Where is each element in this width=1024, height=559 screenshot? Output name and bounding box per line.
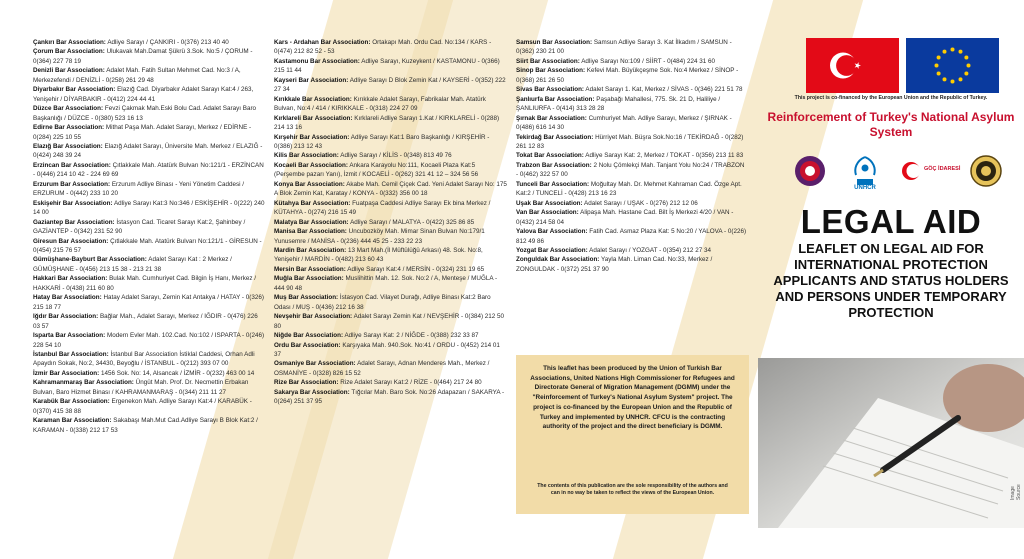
bar-name: Karaman Bar Association:: [33, 417, 112, 425]
bar-entry: [274, 133, 507, 152]
bar-address: İstasyon Cad. Vilayet Durağı, Adliye Binası Kat:2 Baro Odası / MUŞ - 0(436) 212 16 38: [274, 294, 491, 311]
bar-entry: [274, 38, 507, 57]
legal-aid-subheading: LEAFLET ON LEGAL AID FOR INTERNATIONAL PROTECTION APPLICANTS AND STATUS HOLDERS AND PERSONS UNDER TEMPORARY PROTECTION: [773, 241, 1009, 320]
bar-name: Siirt Bar Association:: [516, 57, 580, 65]
bar-address: İstasyon Cad. Ticaret Sarayı Kat:2, Şahinbey / GAZİANTEP - 0(342) 231 52 90: [33, 218, 246, 236]
bar-name: Sakarya Bar Association:: [274, 388, 350, 396]
bar-entry: [274, 274, 507, 293]
bar-name: Zonguldak Bar Association:: [516, 256, 600, 264]
bar-entry: [274, 114, 507, 133]
bar-address: Ergenekon Mah. Adliye Sarayı Kat:4 / KARABÜK - 0(370) 415 38 88: [33, 398, 252, 415]
production-notice: [516, 355, 749, 514]
bar-name: Tekirdağ Bar Association:: [516, 133, 594, 141]
bar-address: Sakabaşı Mah.Mut Cad.Adliye Sarayı B Blok Kat:2 / KARAMAN - 0(338) 212 17 53: [33, 417, 258, 434]
bar-entry: [33, 38, 265, 47]
bar-name: Elazığ Bar Association:: [33, 142, 103, 150]
bar-entry: [33, 274, 265, 293]
bar-entry: [33, 218, 265, 237]
bar-address: Adliye Sarayı Kat:1 Baro Başkanlığı / KIRŞEHİR - 0(386) 213 12 43: [274, 133, 490, 150]
bar-address: Elazığ Cad. Diyarbakır Adalet Sarayı Kat:4 / 263, Yenişehir / DİYARBAKIR - 0(412) 224 44 41: [33, 86, 254, 103]
bar-address: Bağlar Mah., Adalet Sarayı, Merkez / IĞDIR - 0(476) 226 03 57: [33, 313, 258, 330]
bar-entry: [274, 378, 507, 387]
bar-entry: [274, 246, 507, 265]
partner-logos: [758, 155, 1024, 191]
bar-address: Kefevi Mah. Büyükçeşme Sok. No:4 Merkez / SİNOP - 0(368) 261 26 50: [516, 67, 739, 84]
bar-address: Erzurum Adliye Binası - Yeni Yönetim Caddesi / ERZURUM - 0(442) 233 10 20: [33, 180, 245, 198]
bar-name: Niğde Bar Association:: [274, 332, 344, 340]
bar-entry: [33, 397, 265, 416]
flags: [806, 38, 996, 93]
court-seal-icon: [970, 155, 1002, 187]
bar-address: Adliye Sarayı / ÇANKIRI - 0(376) 213 40 40: [107, 39, 229, 46]
bar-address: Mithat Paşa Mah. Adalet Sarayı, Merkez / EDİRNE - 0(284) 225 10 55: [33, 124, 252, 141]
bar-address: Ortakapı Mah. Ordu Cad. No:134 / KARS - 0(474) 212 82 52 - 53: [274, 39, 492, 56]
bar-address: Tığcılar Mah. Baro Sok. No:26 Adapazarı / SAKARYA - 0(264) 251 37 95: [274, 388, 505, 406]
bar-name: Erzincan Bar Association:: [33, 161, 111, 169]
bar-entry: [516, 114, 748, 133]
bar-address: Paşabağı Mahallesi, 775. Sk. 21 D, Haliliye / ŞANLIURFA - 0(414) 313 28 28: [516, 95, 721, 113]
legal-aid-heading: LEGAL AID: [800, 203, 982, 240]
bar-name: Kilis Bar Association:: [274, 152, 339, 160]
bar-address: Adliye Sarayı / KİLİS - 0(348) 813 49 76: [340, 152, 452, 160]
bar-name: Kütahya Bar Association:: [274, 199, 351, 207]
unhcr-logo-icon: [846, 155, 884, 191]
bar-address: Uncubozköy Mah. Mimar Sinan Bulvarı No:179/1 Yunusemre / MANİSA - 0(236) 444 45 25 - 233 22 23: [274, 228, 485, 245]
bar-address: Modern Evler Mah. 102.Cad. No:102 / ISPARTA - 0(246) 228 54 10: [33, 332, 265, 349]
bar-address: Adliye Sarayı No:109 / SİİRT - 0(484) 224 31 60: [581, 57, 716, 65]
bar-entry: [274, 293, 507, 312]
bar-address: Hatay Adalet Sarayı, Zemin Kat Antakya / HATAY - 0(326) 215 18 77: [33, 294, 264, 311]
bar-name: Malatya Bar Association:: [274, 218, 349, 226]
bar-entry: [274, 341, 507, 360]
bar-name: Karabük Bar Association:: [33, 398, 110, 406]
bar-entry: [33, 199, 265, 218]
bar-name: Kars - Ardahan Bar Association:: [274, 39, 371, 46]
bar-address: Moğultay Mah. Dr. Mehmet Kahraman Cad. Özge Apt. Kat:2 / TUNCELİ - 0(428) 213 16 23: [516, 180, 742, 198]
bar-address: Adalet Mah. Fatih Sultan Mehmet Cad. No:3 / A, Merkezefendi / DENİZLİ - 0(258) 261 29 48: [33, 67, 241, 84]
bar-entry: [33, 369, 265, 378]
bar-entry: [516, 133, 748, 152]
bar-address: 2 Nolu Çömlekçi Mah. Tanjant Yolu No:24 / TRABZON - 0(462) 322 57 00: [516, 161, 745, 179]
bar-address: Çıtlakkale Mah. Atatürk Bulvarı No:121/1 - ERZİNCAN - 0(446) 214 10 42 - 224 69 69: [33, 161, 264, 179]
bar-address: Adliye Sarayı Kat:4 / MERSİN - 0(324) 231 19 65: [347, 265, 485, 273]
bar-entry: [274, 218, 507, 227]
bar-entry: [516, 85, 748, 94]
bar-entry: [33, 237, 265, 256]
unhcr-label: UNHCR: [854, 185, 876, 191]
bar-name: Iğdır Bar Association:: [33, 313, 99, 321]
bar-address: Yayla Mah. Liman Cad. No:33, Merkez / ZONGULDAK - 0(372) 251 37 90: [516, 256, 713, 273]
bar-entry: [516, 66, 748, 85]
bar-entry: [274, 161, 507, 180]
bar-address: Akabe Mah. Cemil Çiçek Cad. Yeni Adalet Sarayı No: 175 A Blok Zemin Kat, Karatay / KONYA - 0(332) 356 00 18: [274, 180, 507, 198]
bar-address: Alipaşa Mah. Hastane Cad. Bilt İş Merkezi 4/20 / VAN - 0(432) 214 58 04: [516, 209, 734, 226]
dgmm-label: GÖÇ İDARESİ: [924, 166, 961, 172]
bar-name: Şırnak Bar Association:: [516, 114, 587, 122]
bar-entry: [274, 57, 507, 76]
bar-address: Kırıkkale Adalet Sarayı, Fabrikalar Mah. Atatürk Bulvarı, No:4 / 414 / KIRIKKALE - 0(318) 224 27 09: [274, 95, 486, 113]
bar-entry: [33, 161, 265, 180]
bar-name: Giresun Bar Association:: [33, 237, 109, 245]
bar-entry: [516, 38, 748, 57]
bar-list-column-1: [33, 38, 265, 435]
bar-name: Mardin Bar Association:: [274, 246, 347, 254]
bar-address: Adliye Sarayı, Kuzeykent / KASTAMONU - 0(366) 215 11 44: [274, 57, 500, 75]
bar-address: Adalet Sarayı / YOZGAT - 0(354) 212 27 34: [589, 246, 711, 254]
bar-name: Van Bar Association:: [516, 209, 579, 217]
bar-name: Denizli Bar Association:: [33, 67, 105, 75]
bar-name: Manisa Bar Association:: [274, 228, 347, 236]
bar-address: Üngüt Mah. Prof. Dr. Necmettin Erbakan Bulvarı, Baro Hizmet Binası / KAHRAMANMARAŞ - 0(344) 211 11 27: [33, 379, 249, 396]
bar-name: Muğla Bar Association:: [274, 275, 344, 283]
bar-address: Fevzi Çakmak Mah.Eski Bolu Cad. Adalet Sarayı Baro Başkanlığı / DÜZCE - 0(380) 523 16 13: [33, 105, 257, 122]
bar-address: Adalet Sarayı 1. Kat, Merkez / SİVAS - 0(346) 221 51 78: [585, 86, 743, 94]
bar-address: Elazığ Adalet Sarayı, Üniversite Mah. Merkez / ELAZIĞ - 0(424) 248 39 24: [33, 142, 263, 160]
bar-address: Bulak Mah. Cumhuriyet Cad. Bilgin İş Hanı, Merkez / HAKKARİ - 0(438) 211 60 80: [33, 275, 257, 292]
bar-address: Fatih Cad. Asmaz Plaza Kat: 5 No:20 / YALOVA - 0(226) 812 49 86: [516, 228, 747, 245]
bar-address: Adliye Sarayı D Blok Zemin Kat / KAYSERİ - 0(352) 222 27 34: [274, 76, 506, 94]
bar-address: İstanbul Bar Association İstiklal Caddesi, Orhan Adli Apaydın Sokak, No:2, 34430, Beyoğlu / İSTANBUL - 0(212) 393 07 00: [33, 350, 255, 368]
bar-entry: [516, 180, 748, 199]
bar-entry: [516, 246, 748, 255]
bar-name: Muş Bar Association:: [274, 294, 339, 302]
bar-entry: [274, 265, 507, 274]
photo-credit: Image Source: [1010, 484, 1022, 500]
production-text: This leaflet has been produced by the Union of Turkish Bar Associations, United Nations High Commissioner for Refugees and Directorate General of Migration Management (DGMM) under the "Reinforcement of Turkey's National Asylum System" project. The project is co-financed by the European Union and the Republic of Turkey and implemented by UNHCR. CFCU is the contracting authority of the project and the direct beneficiary is DGMM.: [530, 365, 735, 431]
bar-name: Kırşehir Bar Association:: [274, 133, 350, 141]
bar-address: Adliye Sarayı Kat: 2, Merkez / TOKAT - 0(356) 213 11 83: [585, 152, 744, 160]
bar-name: İstanbul Bar Association:: [33, 350, 109, 358]
cofinance-note: This project is co-financed by the European Union and the Republic of Turkey.: [794, 95, 988, 101]
bar-name: Konya Bar Association:: [274, 180, 345, 188]
bar-address: Karşıyaka Mah. 940.Sok. No:41 / ORDU - 0(452) 214 01 37: [274, 341, 500, 358]
bar-name: Kastamonu Bar Association:: [274, 57, 360, 65]
bar-name: Erzurum Bar Association:: [33, 180, 111, 188]
bar-entry: [33, 180, 265, 199]
bar-entry: [516, 95, 748, 114]
bar-address: Rize Adalet Sarayı Kat:2 / RİZE - 0(464) 217 24 80: [340, 379, 482, 387]
bar-name: Rize Bar Association:: [274, 379, 339, 387]
bar-name: Hatay Bar Association:: [33, 294, 102, 302]
bar-name: İzmir Bar Association:: [33, 369, 100, 377]
bar-entry: [274, 388, 507, 407]
bar-entry: [516, 161, 748, 180]
bar-name: Gümüşhane-Bayburt Bar Association:: [33, 256, 147, 264]
bar-address: Çıtlakkale Mah. Atatürk Bulvarı No:121/1 - GİRESUN - 0(454) 215 76 57: [33, 237, 262, 254]
bar-name: Trabzon Bar Association:: [516, 161, 592, 169]
bar-entry: [274, 199, 507, 218]
bar-entry: [33, 104, 265, 123]
bar-entry: [33, 293, 265, 312]
bar-name: Uşak Bar Association:: [516, 199, 583, 207]
bar-name: Sivas Bar Association:: [516, 86, 585, 94]
bar-entry: [33, 66, 265, 85]
bar-name: Edirne Bar Association:: [33, 124, 105, 132]
bar-list-column-3: [516, 38, 748, 274]
bar-name: Mersin Bar Association:: [274, 265, 346, 273]
bar-entry: [274, 76, 507, 95]
bar-name: Yozgat Bar Association:: [516, 246, 588, 254]
eu-flag-icon: [906, 38, 999, 93]
bar-name: Samsun Bar Association:: [516, 39, 593, 46]
bar-name: Yalova Bar Association:: [516, 228, 588, 236]
bar-address: Fuatpaşa Caddesi Adliye Sarayı Ek bina Merkez / KÜTAHYA - 0(274) 216 15 49: [274, 199, 491, 217]
bar-name: Düzce Bar Association:: [33, 105, 104, 113]
bar-entry: [33, 350, 265, 369]
bar-name: Nevşehir Bar Association:: [274, 313, 353, 321]
bar-name: Ordu Bar Association:: [274, 341, 341, 349]
bar-entry: [33, 378, 265, 397]
bar-name: Eskişehir Bar Association:: [33, 199, 113, 207]
bar-name: Kırıkkale Bar Association:: [274, 95, 352, 103]
bar-entry: [274, 227, 507, 246]
bar-entry: [274, 151, 507, 160]
bar-entry: [33, 312, 265, 331]
bar-address: Adalet Sarayı / UŞAK - 0(276) 212 12 06: [584, 199, 698, 207]
bar-name: Gaziantep Bar Association:: [33, 218, 115, 226]
bar-address: Adliye Sarayı Kat:3 No:346 / ESKİŞEHİR - 0(222) 240 14 00: [33, 199, 265, 217]
bar-association-logo-icon: [794, 155, 826, 187]
bar-name: Sinop Bar Association:: [516, 67, 586, 75]
bar-name: Çankırı Bar Association:: [33, 39, 106, 46]
bar-entry: [33, 331, 265, 350]
bar-address: 13 Mart Mah.(İl Müftülüğü Arkası) 48. Sok. No:8, Yenişehir / MARDİN - 0(482) 213 60 43: [274, 246, 483, 264]
bar-address: Adalet Sarayı Zemin Kat / NEVŞEHİR - 0(384) 212 50 80: [274, 313, 505, 330]
bar-entry: [274, 180, 507, 199]
bar-entry: [33, 123, 265, 142]
bar-entry: [274, 312, 507, 331]
bar-entry: [516, 199, 748, 208]
bar-address: Adalet Sarayı Kat : 2 Merkez / GÜMÜŞHANE - 0(456) 213 15 38 - 213 21 38: [33, 256, 232, 273]
bar-address: Cumhuriyet Mah. Adliye Sarayı, Merkez / ŞIRNAK - 0(486) 616 14 30: [516, 114, 732, 132]
bar-address: 1456 Sok. No: 14, Alsancak / İZMİR - 0(232) 463 00 14: [101, 369, 255, 377]
bar-address: Ankara Karayolu No:111, Kocaeli Plaza Kat:5 (Perşembe pazarı Yanı), İzmit / KOCAELİ - 0(262) 321 41 12 – 324 56 56: [274, 161, 479, 179]
bar-address: Muslihittin Mah. 12. Sok. No:2 / A, Menteşe / MUĞLA - 444 90 48: [274, 275, 498, 292]
bar-entry: [274, 359, 507, 378]
bar-entry: [33, 416, 265, 435]
bar-list-column-2: [274, 38, 507, 407]
bar-entry: [516, 255, 748, 274]
bar-entry: [33, 255, 265, 274]
project-title: Reinforcement of Turkey's National Asylum System: [767, 110, 1015, 139]
bar-name: Isparta Bar Association:: [33, 332, 106, 340]
bar-entry: [33, 142, 265, 161]
bar-address: Ulukavak Mah.Damat Şükrü 3.Sok. No:5 / ÇORUM - 0(364) 227 78 19: [33, 48, 253, 65]
bar-name: Kahramanmaraş Bar Association:: [33, 379, 134, 387]
bar-address: Adalet Sarayı, Adnan Menderes Mah., Merkez / OSMANİYE - 0(328) 826 15 52: [274, 360, 490, 377]
bar-entry: [516, 57, 748, 66]
bar-entry: [274, 95, 507, 114]
bar-entry: [33, 85, 265, 104]
bar-entry: [274, 331, 507, 340]
dgmm-logo-icon: [900, 155, 966, 187]
bar-address: Hürriyet Mah. Büşra Sok.No:16 / TEKİRDAĞ - 0(282) 261 12 83: [516, 133, 744, 150]
bar-name: Çorum Bar Association:: [33, 48, 105, 56]
bar-name: Kocaeli Bar Association:: [274, 161, 348, 169]
bar-name: Kayseri Bar Association:: [274, 76, 349, 84]
eu-disclaimer: The contents of this publication are the sole responsibility of the authors and can in no way be taken to reflect the views of the European Union.: [537, 483, 728, 496]
bar-entry: [516, 151, 748, 160]
bar-address: Samsun Adliye Sarayı 3. Kat İlkadım / SAMSUN - 0(362) 230 21 00: [516, 39, 732, 56]
bar-name: Kırklareli Bar Association:: [274, 114, 353, 122]
bar-name: Tunceli Bar Association:: [516, 180, 590, 188]
bar-name: Şanlıurfa Bar Association:: [516, 95, 595, 103]
bar-name: Hakkari Bar Association:: [33, 275, 108, 283]
turkey-flag-icon: [806, 38, 899, 93]
bar-name: Diyarbakır Bar Association:: [33, 86, 116, 94]
bar-address: Adliye Sarayı Kat: 2 / NİĞDE - 0(388) 232 33 87: [344, 332, 479, 340]
bar-entry: [516, 208, 748, 227]
bar-name: Tokat Bar Association:: [516, 152, 584, 160]
signing-document-photo: [758, 358, 1024, 528]
bar-address: Adliye Sarayı / MALATYA - 0(422) 325 86 85: [350, 218, 475, 226]
bar-entry: [516, 227, 748, 246]
bar-name: Osmaniye Bar Association:: [274, 360, 356, 368]
bar-address: Kırklareli Adliye Sarayı 1.Kat / KIRKLARELİ - 0(288) 214 13 16: [274, 114, 500, 132]
bar-entry: [33, 47, 265, 66]
